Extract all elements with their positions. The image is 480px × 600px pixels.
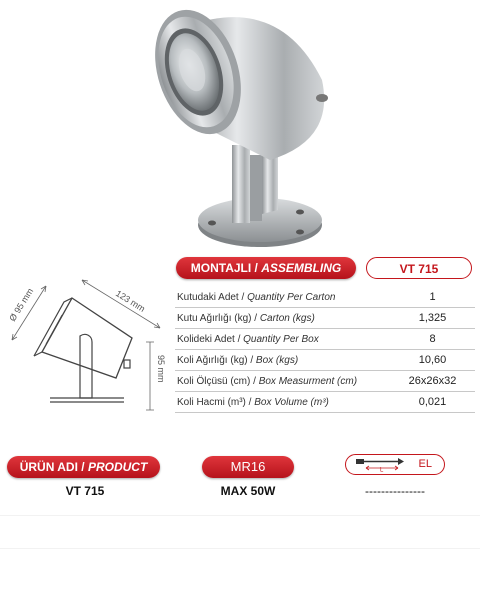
spec-label-en: Carton (kgs) (259, 313, 315, 324)
spec-label-en: Box Measurment (cm) (258, 376, 358, 387)
spec-value: 8 (429, 333, 436, 345)
product-label-tr: ÜRÜN ADI / (19, 460, 88, 474)
divider (0, 515, 480, 516)
model-badge: VT 715 (366, 257, 472, 279)
spec-value: 1 (429, 291, 436, 303)
spec-label-tr: Koli Ölçüsü (cm) / (177, 376, 259, 387)
height-label: 95 mm (156, 355, 166, 383)
product-photo (150, 0, 350, 250)
length-label: 123 mm (113, 288, 147, 314)
spec-label-en: Quantity Per Carton (247, 292, 336, 303)
product-label-en: PRODUCT (87, 460, 148, 474)
spec-label-tr: Koli Ağırlığı (kg) / (177, 355, 256, 366)
cable-length-icon (354, 457, 408, 472)
spec-label-tr: Kutu Ağırlığı (kg) / (177, 313, 260, 324)
spec-value: 26x26x32 (408, 375, 457, 387)
spec-label-en: Box (kgs) (255, 355, 299, 366)
spec-label-en: Quantity Per Box (243, 334, 319, 345)
spec-value: 1,325 (418, 312, 447, 324)
spec-value: 10,60 (418, 354, 447, 366)
spec-label-en: Box Volume (m³) (254, 397, 329, 408)
spec-label-tr: Koli Hacmi (m³) / (177, 397, 255, 408)
spec-value: 0,021 (418, 396, 447, 408)
section-label-tr: MONTAJLI / (190, 261, 262, 275)
diameter-label: Ø 95 mm (7, 286, 36, 324)
spec-label-tr: Kolideki Adet / (177, 334, 244, 345)
technical-drawing (0, 270, 175, 420)
spec-row (175, 351, 475, 371)
section-label-en: ASSEMBLING (261, 261, 342, 275)
cable-label: EL (418, 458, 432, 470)
spec-row (175, 288, 475, 308)
spec-row (175, 372, 475, 392)
divider (0, 548, 480, 549)
spec-label-tr: Kutudaki Adet / (177, 292, 248, 303)
product-header (7, 456, 160, 478)
section-header-assembling (176, 257, 356, 279)
lamp-type-badge: MR16 (202, 456, 294, 478)
product-name: VT 715 (65, 484, 105, 498)
lamp-power: MAX 50W (220, 484, 276, 498)
cable-value: --------------- (365, 484, 425, 498)
spec-row (175, 309, 475, 329)
spec-row (175, 330, 475, 350)
spec-row (175, 393, 475, 413)
cable-badge (345, 454, 445, 475)
cable-icon-letter: L (380, 467, 384, 472)
